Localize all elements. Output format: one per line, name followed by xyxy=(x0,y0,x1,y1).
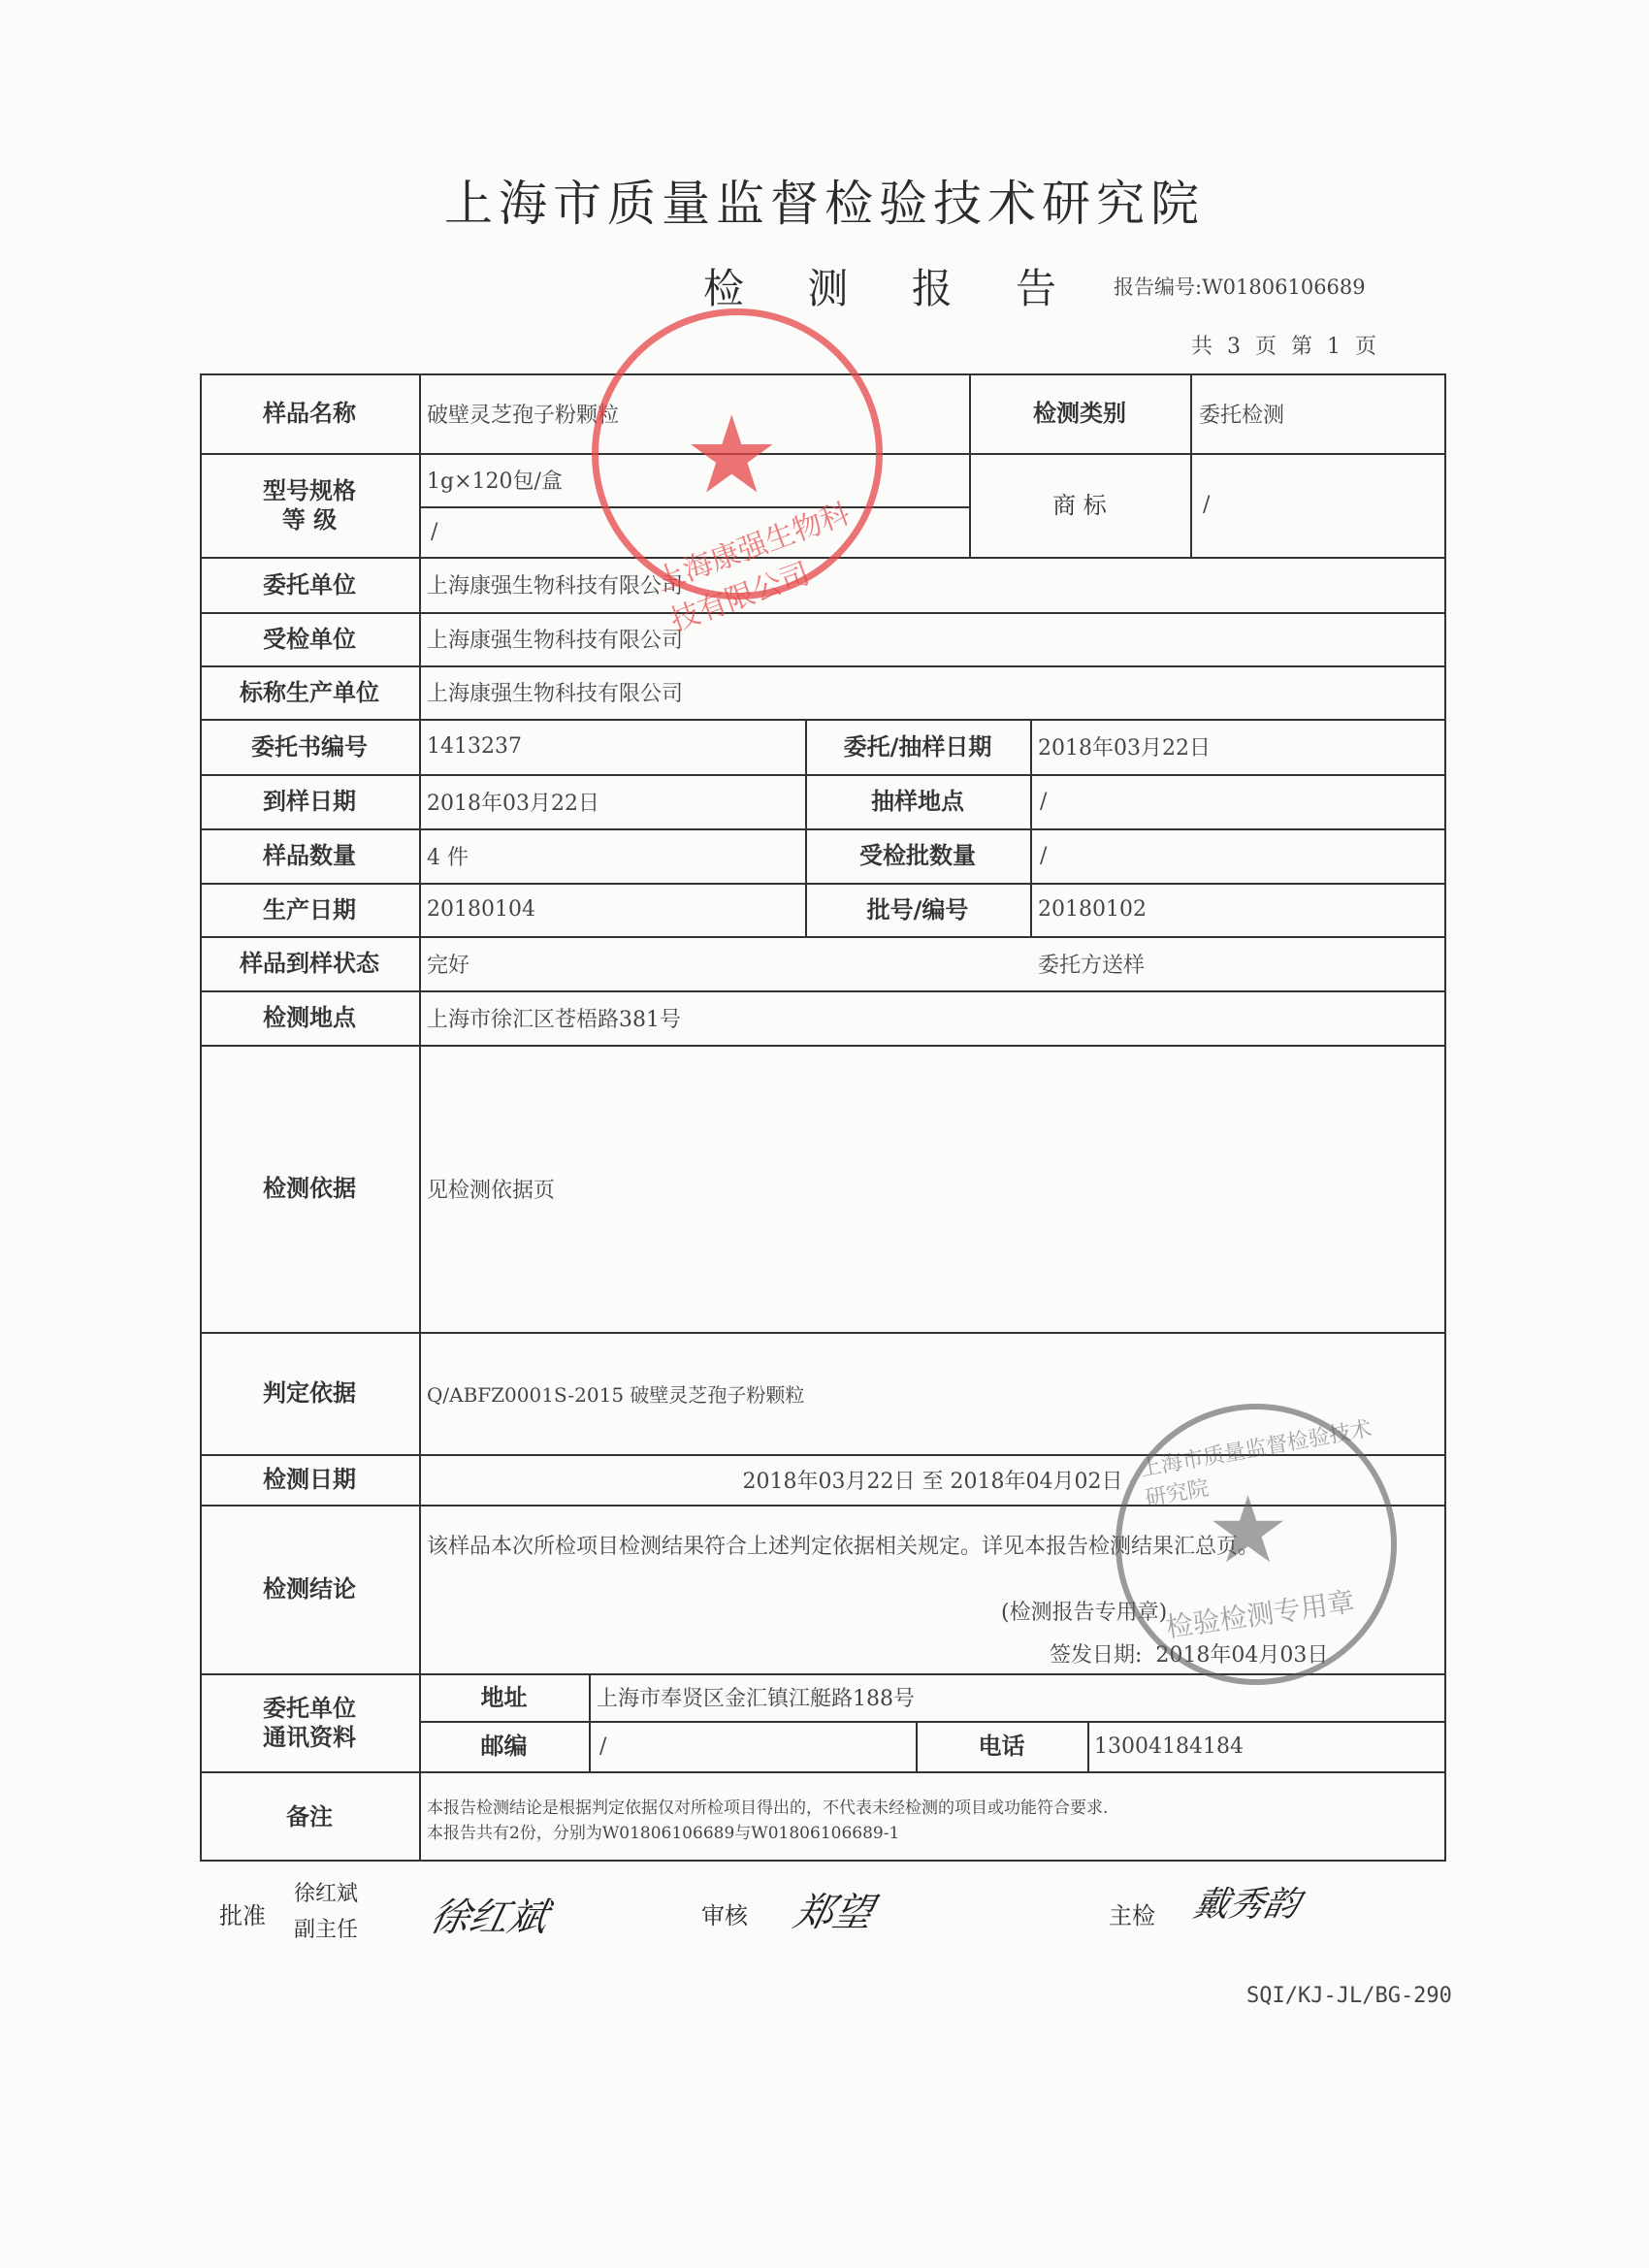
model-spec-value: 1g×120包/盒 xyxy=(427,470,563,494)
judgment-basis-value: Q/ABFZ0001S-2015 破壁灵芝孢子粉颗粒 xyxy=(427,1382,805,1407)
conclusion-text: 该样品本次所检项目检测结果符合上述判定依据相关规定。详见本报告检测结果汇总页。 xyxy=(427,1534,1260,1559)
batch-no-value: 20180102 xyxy=(1038,897,1147,922)
sample-qty-value: 4 件 xyxy=(427,845,469,870)
commission-date-value: 2018年03月22日 xyxy=(1038,736,1211,761)
phone-label: 电话 xyxy=(978,1733,1025,1760)
approver-title: 副主任 xyxy=(294,1918,359,1942)
stamp-text: 上海市质量监督检验技术研究院 xyxy=(1138,1416,1374,1511)
inspected-unit-label: 受检单位 xyxy=(263,625,356,653)
test-basis-value: 见检测依据页 xyxy=(427,1178,556,1203)
grade-value: / xyxy=(431,519,438,544)
approver-signature: 徐红斌 xyxy=(426,1895,553,1940)
star-icon: ★ xyxy=(1207,1477,1290,1584)
test-location-label: 检测地点 xyxy=(263,1004,356,1031)
client-value: 上海康强生物科技有限公司 xyxy=(427,574,684,599)
column-divider xyxy=(419,373,421,1862)
form-code: SQI/KJ-JL/BG-290 xyxy=(1246,1984,1452,2008)
remarks-line1: 本报告检测结论是根据判定依据仅对所检项目得出的，不代表未经检测的项目或功能符合要求. xyxy=(427,1798,1109,1818)
batch-qty-value: / xyxy=(1040,843,1048,868)
commission-no-label: 委托书编号 xyxy=(251,732,368,761)
test-type-value: 委托检测 xyxy=(1199,403,1285,428)
column-divider xyxy=(1030,719,1032,936)
batch-no-label: 批号/编号 xyxy=(866,895,969,923)
contact-label-line1: 委托单位 xyxy=(263,1694,356,1722)
postcode-label: 邮编 xyxy=(480,1733,528,1760)
inspected-unit-value: 上海康强生物科技有限公司 xyxy=(427,629,684,653)
postcode-value: / xyxy=(599,1733,607,1759)
conclusion-label: 检测结论 xyxy=(263,1575,356,1603)
batch-qty-label: 受检批数量 xyxy=(859,842,976,869)
sample-delivery-method: 委托方送样 xyxy=(1038,953,1146,978)
review-label: 审核 xyxy=(701,1902,748,1929)
sample-name-value: 破壁灵芝孢子粉颗粒 xyxy=(427,403,620,428)
sample-status-value: 完好 xyxy=(427,953,470,978)
stamp-subtext: 检验检测专用章 xyxy=(1163,1585,1357,1644)
arrival-date-value: 2018年03月22日 xyxy=(427,791,599,816)
divider xyxy=(419,506,969,508)
contact-label xyxy=(200,1673,419,1771)
inspector-label: 主检 xyxy=(1109,1902,1155,1929)
seal-note: (检测报告专用章) xyxy=(1001,1600,1168,1625)
sample-status-label: 样品到样状态 xyxy=(240,950,379,977)
test-location-value: 上海市徐汇区苍梧路381号 xyxy=(427,1007,681,1032)
test-type-label: 检测类别 xyxy=(1033,400,1126,427)
test-basis-label: 检测依据 xyxy=(263,1175,356,1202)
commission-date-label: 委托/抽样日期 xyxy=(843,732,992,761)
organization-title: 上海市质量监督检验技术研究院 xyxy=(444,176,1205,232)
page-info: 共 3 页 第 1 页 xyxy=(1191,335,1376,359)
reviewer-signature: 郑望 xyxy=(790,1891,878,1935)
contact-label-line2: 通讯资料 xyxy=(263,1723,356,1751)
remarks-line2: 本报告共有2份，分别为W01806106689与W01806106689-1 xyxy=(427,1823,900,1843)
issue-date xyxy=(1050,1636,1328,1670)
approver-name: 徐红斌 xyxy=(294,1882,359,1906)
phone-value: 13004184184 xyxy=(1094,1733,1244,1759)
manufacturer-value: 上海康强生物科技有限公司 xyxy=(427,682,684,706)
address-value: 上海市奉贤区金汇镇江艇路188号 xyxy=(597,1687,915,1711)
arrival-date-label: 到样日期 xyxy=(263,788,356,815)
issue-date-label: 签发日期: xyxy=(1050,1642,1143,1668)
sampling-place-value: / xyxy=(1040,789,1048,814)
manufacturer-label: 标称生产单位 xyxy=(240,678,379,706)
production-date-label: 生产日期 xyxy=(263,895,356,923)
column-divider xyxy=(589,1673,591,1771)
judgment-basis-label: 判定依据 xyxy=(263,1379,356,1407)
sampling-place-label: 抽样地点 xyxy=(871,788,964,815)
test-date-value: 2018年03月22日 至 2018年04月02日 xyxy=(742,1469,1123,1494)
report-number-value: W01806106689 xyxy=(1202,275,1366,299)
model-spec-grade-label xyxy=(200,453,419,557)
remarks-label: 备注 xyxy=(286,1802,333,1831)
column-divider xyxy=(1190,373,1192,557)
report-number-label: 报告编号: xyxy=(1114,275,1203,299)
commission-no-value: 1413237 xyxy=(427,734,522,759)
grade-label: 等 级 xyxy=(281,505,338,534)
column-divider xyxy=(1087,1721,1089,1771)
issue-date-value: 2018年04月03日 xyxy=(1155,1642,1329,1668)
trademark-label: 商 标 xyxy=(1052,491,1107,519)
report-title: 检 测 报 告 xyxy=(703,265,1083,312)
model-spec-label: 型号规格 xyxy=(263,476,356,504)
trademark-value: / xyxy=(1203,493,1211,517)
approve-label: 批准 xyxy=(219,1902,266,1929)
test-date-label: 检测日期 xyxy=(263,1466,356,1493)
inspector-signature: 戴秀韵 xyxy=(1190,1885,1304,1925)
sample-qty-label: 样品数量 xyxy=(263,842,356,869)
sample-name-label: 样品名称 xyxy=(263,400,356,427)
stamp-text: 上海康强生物科技有限公司 xyxy=(651,496,855,639)
star-icon: ★ xyxy=(684,393,780,517)
report-number xyxy=(1114,272,1366,301)
production-date-value: 20180104 xyxy=(427,897,535,922)
address-label: 地址 xyxy=(480,1683,528,1711)
client-label: 委托单位 xyxy=(263,570,356,599)
